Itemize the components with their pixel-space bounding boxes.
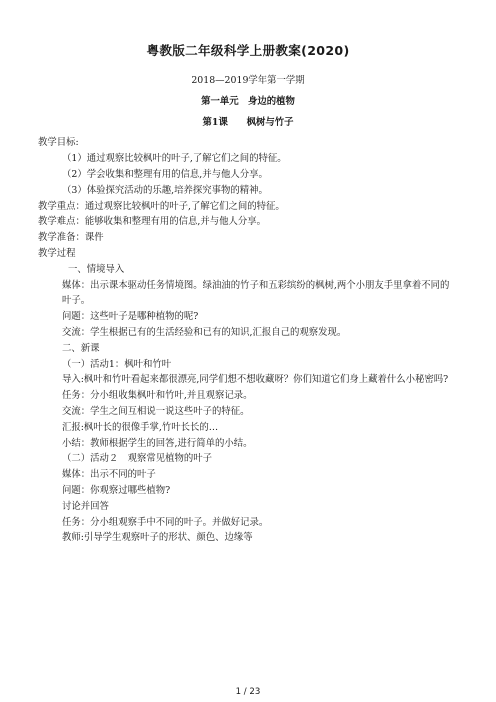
section-intro: 一、情境导入 xyxy=(68,263,125,275)
document-title: 粤教版二年级科学上册教案(2020) xyxy=(146,43,350,58)
activity-1-heading: （一）活动1：枫叶和竹叶 xyxy=(62,358,172,370)
media-line-1: 媒体：出示课本驱动任务情境图。绿油油的竹子和五彩缤纷的枫树,两个小朋友手里拿着不同的叶子。 xyxy=(62,279,450,307)
discussion: 讨论并回答 xyxy=(62,500,109,512)
process-label: 教学过程 xyxy=(38,247,76,259)
unit-heading: 第一单元 身边的植物 xyxy=(201,95,295,107)
question-1: 问题：这些叶子是哪种植物的呢? xyxy=(62,311,199,323)
goal-3: （3）体验探究活动的乐趣,培养探究事物的精神。 xyxy=(62,184,268,196)
difficult-point: 教学难点：能够收集和整理有用的信息,并与他人分享。 xyxy=(38,216,266,228)
media-line-2: 媒体：出示不同的叶子 xyxy=(62,469,156,481)
preparation: 教学准备：课件 xyxy=(38,232,104,244)
goal-1: （1）通过观察比较枫叶的叶子,了解它们之间的特征。 xyxy=(62,153,287,165)
semester-line: 2018—2019学年第一学期 xyxy=(191,75,305,86)
exchange-2: 交流：学生之间互相说一说这些叶子的特征。 xyxy=(62,405,250,417)
activity-2-heading: （二）活动２ 观察常见植物的叶子 xyxy=(62,453,213,465)
page-number: 1 / 23 xyxy=(235,687,261,697)
goal-2: （2）学会收集和整理有用的信息,并与他人分享。 xyxy=(62,168,268,180)
summary-1: 小结：教师根据学生的回答,进行简单的小结。 xyxy=(62,437,253,449)
question-2: 问题：你观察过哪些植物? xyxy=(62,484,171,496)
lesson-heading: 第1课 枫树与竹子 xyxy=(202,116,294,128)
report-1: 汇报:枫叶长的很像手掌,竹叶长长的… xyxy=(62,421,219,433)
teacher-guide: 教师:引导学生观察叶子的形状、颜色、边缘等 xyxy=(62,532,253,544)
exchange-1: 交流：学生根据已有的生活经验和已有的知识,汇报自己的观察发现。 xyxy=(62,326,347,338)
intro-line: 导入:枫叶和竹叶看起来都很漂亮,同学们想不想收藏呀？你们知道它们身上藏着什么小秘密吗? xyxy=(62,374,449,386)
teaching-goals-label: 教学目标: xyxy=(38,137,79,149)
task-1: 任务：分小组收集枫叶和竹叶,并且观察记录。 xyxy=(62,390,253,402)
task-2: 任务：分小组观察手中不同的叶子。并做好记录。 xyxy=(62,516,269,528)
document-body xyxy=(38,40,458,546)
section-new-lesson: 二、新课 xyxy=(62,342,100,354)
key-point: 教学重点：通过观察比较枫叶的叶子,了解它们之间的特征。 xyxy=(38,200,285,212)
